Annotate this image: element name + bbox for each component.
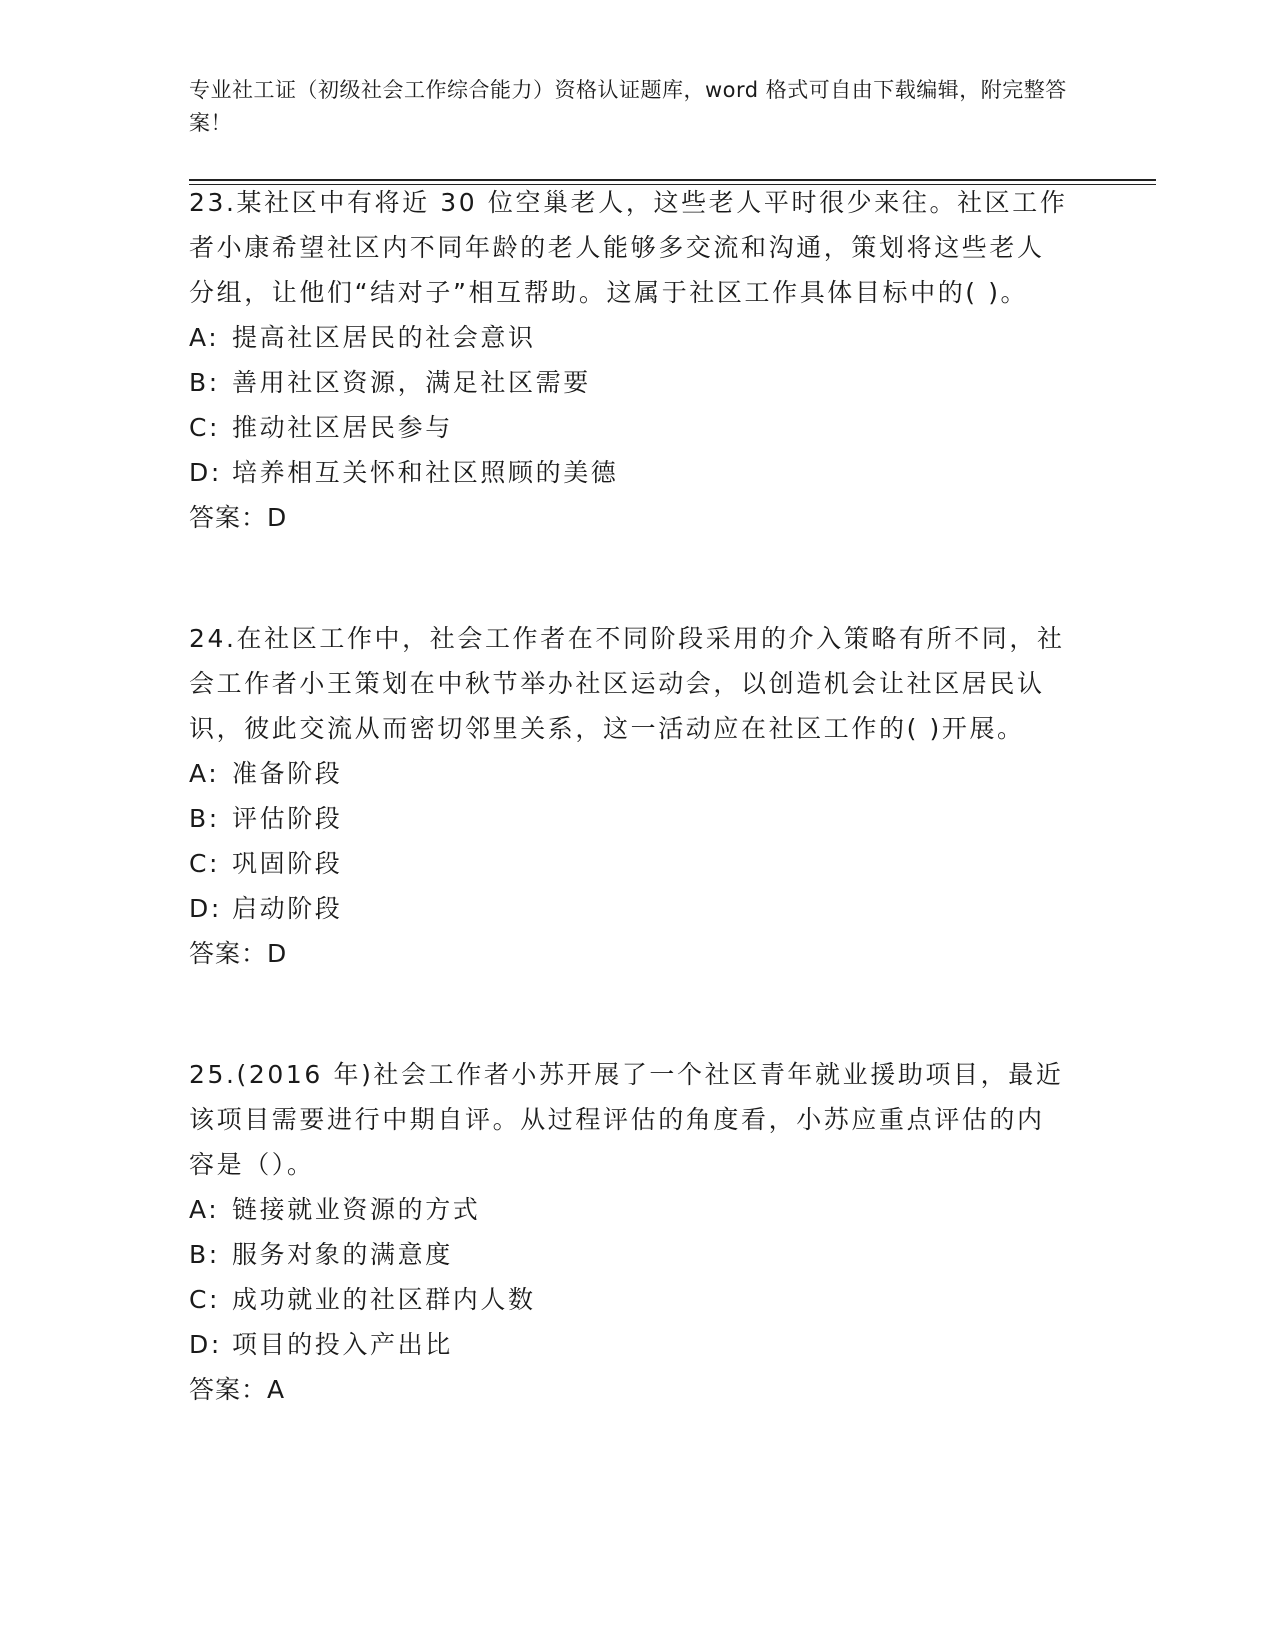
question-24 [189, 616, 1069, 976]
option-text: 启动阶段 [232, 894, 343, 923]
option-text: 提高社区居民的社会意识 [232, 323, 536, 352]
option-key: D: [189, 1330, 222, 1359]
option-d [189, 1322, 1069, 1367]
option-key: D: [189, 458, 222, 487]
option-b [189, 360, 1069, 405]
question-stem: 24.在社区工作中，社会工作者在不同阶段采用的介入策略有所不同，社会工作者小王策划在中秋节举办社区运动会，以创造机会让社区居民认识，彼此交流从而密切邻里关系，这一活动应在社区工作的( )开展。 [189, 624, 1065, 743]
option-key: A: [189, 323, 220, 352]
question-25 [189, 1052, 1069, 1412]
option-key: B: [189, 368, 220, 397]
answer: 答案：A [189, 1375, 286, 1404]
option-b [189, 1232, 1069, 1277]
option-a [189, 751, 1069, 796]
option-b [189, 796, 1069, 841]
answer: 答案：D [189, 939, 288, 968]
option-a [189, 1187, 1069, 1232]
option-key: A: [189, 759, 220, 788]
option-text: 善用社区资源，满足社区需要 [232, 368, 591, 397]
question-23 [189, 180, 1069, 540]
option-text: 巩固阶段 [232, 849, 343, 878]
option-key: B: [189, 1240, 220, 1269]
option-text: 成功就业的社区群内人数 [232, 1285, 536, 1314]
option-c [189, 1277, 1069, 1322]
option-a [189, 315, 1069, 360]
option-key: C: [189, 849, 221, 878]
option-key: C: [189, 413, 221, 442]
option-c [189, 841, 1069, 886]
question-stem: 23.某社区中有将近 30 位空巢老人，这些老人平时很少来往。社区工作者小康希望社区内不同年龄的老人能够多交流和沟通，策划将这些老人分组，让他们“结对子”相互帮助。这属于社区工作具体目标中的( )。 [189, 188, 1068, 307]
option-text: 链接就业资源的方式 [232, 1195, 481, 1224]
option-d [189, 886, 1069, 931]
option-text: 培养相互关怀和社区照顾的美德 [232, 458, 619, 487]
option-text: 推动社区居民参与 [232, 413, 453, 442]
option-text: 服务对象的满意度 [232, 1240, 453, 1269]
option-text: 准备阶段 [232, 759, 343, 788]
question-stem: 25.(2016 年)社会工作者小苏开展了一个社区青年就业援助项目，最近该项目需要进行中期自评。从过程评估的角度看，小苏应重点评估的内容是（）。 [189, 1060, 1064, 1179]
option-key: D: [189, 894, 222, 923]
option-text: 评估阶段 [232, 804, 343, 833]
option-key: A: [189, 1195, 220, 1224]
answer: 答案：D [189, 503, 288, 532]
option-c [189, 405, 1069, 450]
document-header: 专业社工证（初级社会工作综合能力）资格认证题库，word 格式可自由下载编辑，附完整答案！ [189, 78, 1067, 135]
option-text: 项目的投入产出比 [232, 1330, 453, 1359]
option-key: C: [189, 1285, 221, 1314]
option-d [189, 450, 1069, 495]
option-key: B: [189, 804, 220, 833]
